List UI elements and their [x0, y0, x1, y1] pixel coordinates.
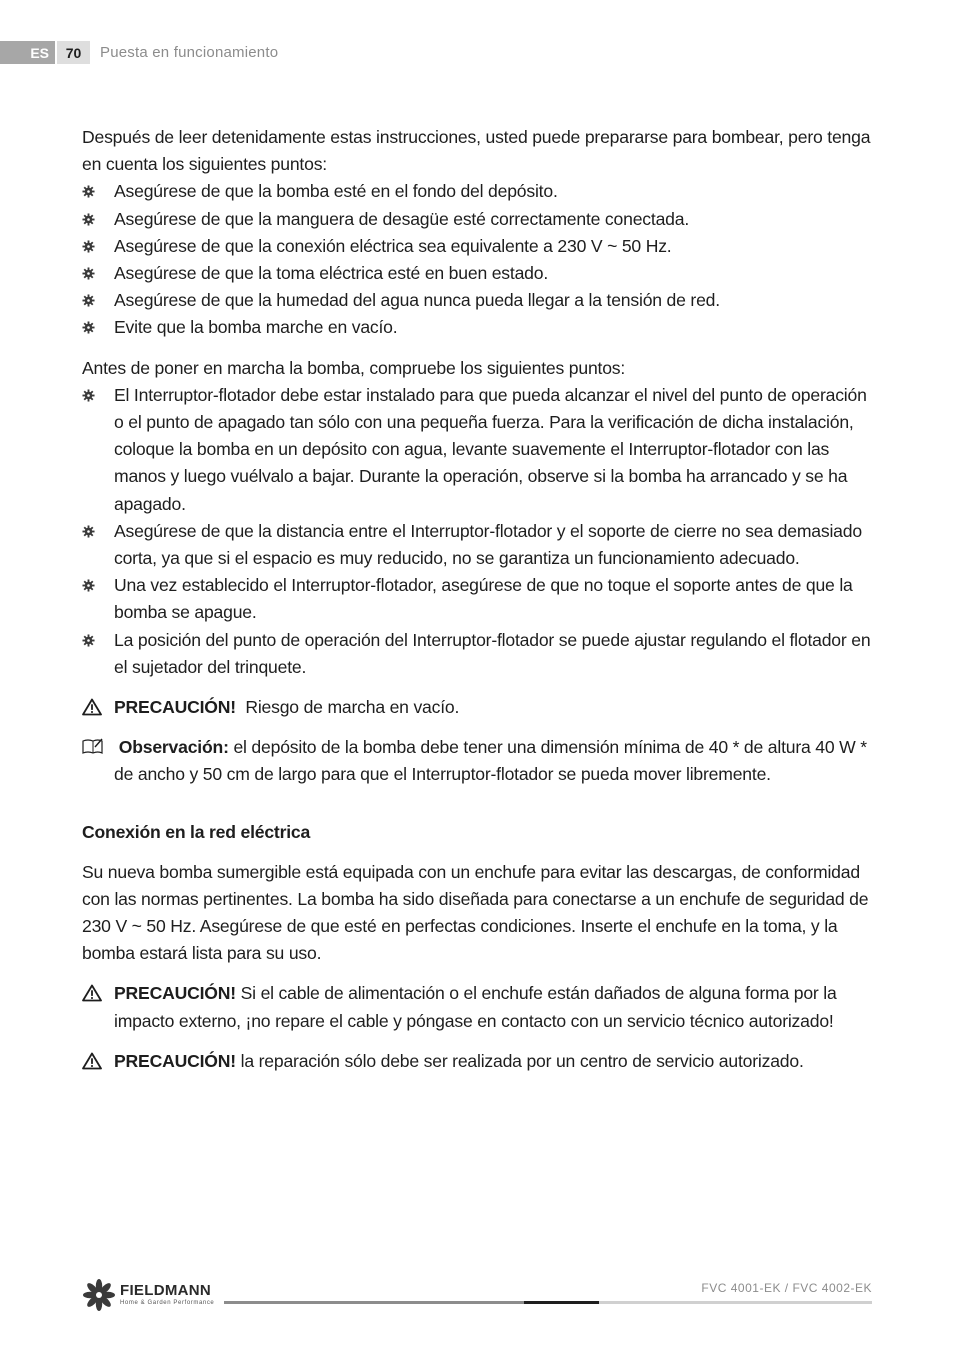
list-item [82, 382, 877, 518]
list-item [82, 572, 877, 626]
list-item [82, 178, 877, 205]
caution-repair [82, 1048, 877, 1075]
caution-cable-damage [82, 980, 877, 1034]
footer-rule-dark [524, 1301, 599, 1304]
caution-label: PRECAUCIÓN! [114, 697, 236, 718]
gear-bullet-icon [82, 525, 95, 538]
list-item [82, 260, 877, 287]
intro-paragraph: Después de leer detenidamente estas instrucciones, usted puede prepararse para bombear, pero tenga en cuenta los siguientes puntos: [82, 127, 871, 175]
caution-label: PRECAUCIÓN! [114, 1050, 236, 1071]
page-number: 70 [57, 41, 90, 64]
brand-name: FIELDMANN [120, 1282, 212, 1299]
caution-text: la reparación sólo debe ser realizada por un centro de servicio autorizado. [240, 1050, 804, 1071]
caution-label: PRECAUCIÓN! [114, 983, 236, 1004]
gear-bullet-icon [82, 634, 95, 647]
intro-paragraph-2: Antes de poner en marcha la bomba, compruebe los siguientes puntos: [82, 357, 626, 378]
caution-text: Si el cable de alimentación o el enchufe están dañados de alguna forma por la impacto externo, ¡no repare el cable y póngase en contacto con un servicio técnico autorizado! [114, 983, 837, 1031]
list-item-text: El Interruptor-flotador debe estar instalado para que pueda alcanzar el nivel del punto de operación o el punto de apagado tan sólo con una pequeña fuerza. Para la verificación de dicha instalación, coloque la bomba en un depósito con agua, levante suavemente el Interruptor-flotador con las manos y luego vuélvalo a bajar. Durante la operación, observe si la bomba ha arrancado y se ha apagado. [114, 384, 867, 514]
list-item [82, 287, 877, 314]
list-item-text: Asegúrese de que la distancia entre el Interruptor-flotador y el soporte de cierre no sea demasiado corta, ya que si el espacio es muy reducido, no se garantiza un funcionamiento adecuado. [114, 520, 862, 569]
list-item [82, 206, 877, 233]
section-heading: Conexión en la red eléctrica [82, 821, 311, 842]
checklist-before-start [82, 382, 877, 681]
gear-bullet-icon [82, 267, 95, 280]
list-item [82, 314, 877, 341]
list-item [82, 518, 877, 572]
main-content [82, 124, 877, 1075]
list-item-text: Asegúrese de que la humedad del agua nunca pueda llegar a la tensión de red. [114, 290, 720, 311]
page-header [0, 41, 278, 64]
gear-bullet-icon [82, 294, 95, 307]
gear-bullet-icon [82, 213, 95, 226]
list-item-text: Asegúrese de que la toma eléctrica esté en buen estado. [114, 263, 549, 284]
note-book-icon [82, 738, 104, 756]
checklist-before-pumping [82, 178, 877, 341]
observation-label: Observación: [118, 737, 229, 758]
list-item-text: Asegúrese de que la conexión eléctrica sea equivalente a 230 V ~ 50 Hz. [114, 235, 672, 256]
observation-text: el depósito de la bomba debe tener una dimensión mínima de 40 * de altura 40 W * de ancho y 50 cm de largo para que el Interruptor-flotador se pueda mover libremente. [114, 737, 867, 785]
list-item-text: Asegúrese de que la bomba esté en el fondo del depósito. [114, 181, 558, 202]
fieldmann-flower-logo-icon [82, 1279, 116, 1311]
gear-bullet-icon [82, 321, 95, 334]
warning-icon [82, 984, 102, 1002]
gear-bullet-icon [82, 185, 95, 198]
list-item [82, 627, 877, 681]
caution-dry-run [82, 694, 877, 721]
brand-tagline: Home & Garden Performance [120, 1300, 215, 1306]
observation-note [82, 734, 877, 788]
list-item-text: Una vez establecido el Interruptor-flotador, asegúrese de que no toque el soporte antes de que la bomba se apague. [114, 575, 853, 623]
gear-bullet-icon [82, 240, 95, 253]
footer-rule-light [599, 1301, 872, 1304]
power-paragraph: Su nueva bomba sumergible está equipada con un enchufe para evitar las descargas, de conformidad con las normas pertinentes. La bomba ha sido diseñada para conectarse a un enchufe de seguridad de 230 V ~ 50 Hz. Asegúrese de que esté en perfectas condiciones. Inserte el enchufe en la toma, y la bomba estará lista para su uso. [82, 861, 869, 964]
list-item-text: Evite que la bomba marche en vacío. [114, 317, 398, 338]
gear-bullet-icon [82, 579, 95, 592]
list-item-text: Asegúrese de que la manguera de desagüe esté correctamente conectada. [114, 208, 690, 229]
model-number: FVC 4001-EK / FVC 4002-EK [701, 1281, 872, 1295]
warning-icon [82, 1052, 102, 1070]
warning-icon [82, 698, 102, 716]
section-title: Puesta en funcionamiento [100, 44, 279, 61]
list-item [82, 233, 877, 260]
footer-rule-gray [224, 1301, 524, 1304]
language-tag: ES [0, 41, 55, 64]
caution-text: Riesgo de marcha en vacío. [245, 697, 460, 718]
brand-logo [82, 1279, 214, 1311]
list-item-text: La posición del punto de operación del Interruptor-flotador se puede ajustar regulando el flotador en el sujetador del trinquete. [114, 629, 871, 677]
gear-bullet-icon [82, 389, 95, 402]
